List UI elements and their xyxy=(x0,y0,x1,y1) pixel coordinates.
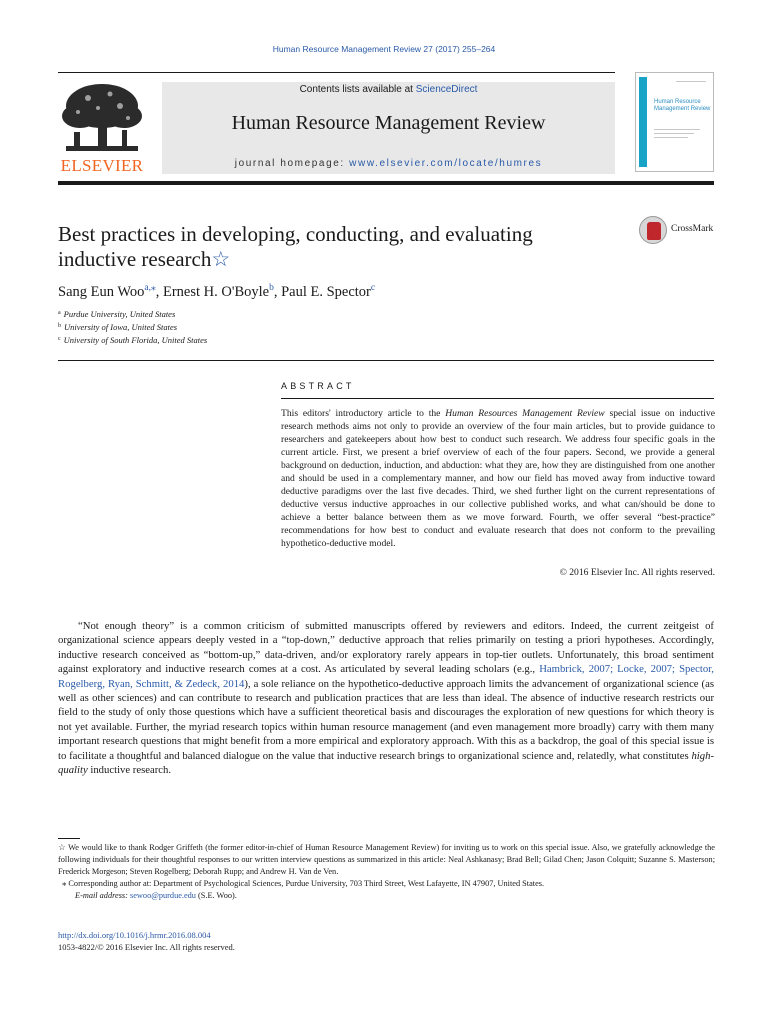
journal-header-box xyxy=(162,82,615,174)
cover-rule xyxy=(654,137,688,138)
author-name[interactable]: Sang Eun Woo xyxy=(58,283,145,300)
author-affiliation-marker[interactable]: c xyxy=(370,283,376,293)
affiliation-list xyxy=(58,307,458,346)
citation-links[interactable]: Hambrick, 2007; Locke, 2007; Spector, Rogelberg, Ryan, Schmitt, & Zedeck, 2014 xyxy=(58,663,714,690)
acknowledgement-footnote xyxy=(58,842,715,878)
elsevier-tree-icon xyxy=(58,80,146,156)
crossmark-icon xyxy=(639,216,667,244)
footnote-text: Corresponding author at: Department of Psychological Sciences, Purdue University, 703 Third Street, West Lafayette, IN 47907, United States. xyxy=(68,879,545,888)
journal-homepage-line xyxy=(162,158,615,169)
email-suffix: (S.E. Woo). xyxy=(198,891,237,900)
email-footnote xyxy=(75,890,715,902)
title-footnote-star[interactable]: ☆ xyxy=(211,247,231,271)
journal-citation[interactable]: Human Resource Management Review 27 (2017) 255–264 xyxy=(272,44,496,54)
cover-rule xyxy=(654,129,700,130)
affiliation-item xyxy=(58,307,458,320)
affiliation-text: Purdue University, United States xyxy=(63,309,176,319)
body-text-part: “Not enough theory” is a common criticism of submitted manuscripts offered by reviewers and editors. Indeed, the current zeitgeist of organizational science appears deeply vested in a “top-down,” deductive approach that relies primarily on testing a priori hypotheses. Accordingly, inductive research conceived as “bottom-up,” data-driven, and/or exploratory rarely appears in top-tier outlets. Unfortunately, this broad sentiment against exploratory and inductive research comes at a cost. As articulated by several leading scholars (e.g., xyxy=(58,620,714,676)
author-affiliation-marker[interactable]: a,⁎ xyxy=(144,283,156,293)
doi-link[interactable]: http://dx.doi.org/10.1016/j.hrmr.2016.08.004 xyxy=(58,930,211,940)
abstract-text-part: This editors' introductory article to the xyxy=(281,408,446,419)
cover-rule xyxy=(676,81,706,82)
abstract-text-part: special issue on inductive research methods aims not only to provide an overview of the four main articles, but to provide guidance to researchers and gatekeepers about how best to conduct such research. We address four specific goals in the current article. First, we present a brief overview of each of the four papers. Second, we provide a general background on deduction, induction, and abduction: what they are, how they are distinguished from one another and should be used in a complementary manner, and how our field has moved away from inductive toward deductive paradigms over the last five decades. Third, we shed further light on the current representations of deductive versus inductive approaches in our collective published works, and what can/should be done to achieve a better balance between them as we move forward. Fourth, we offer several “best-practice” recommendations for how best to conduct and evaluate research that does not conform to the prevailing hypothetico-deductive model. xyxy=(281,408,715,549)
affiliation-text: University of Iowa, United States xyxy=(64,322,178,332)
abstract-rule xyxy=(281,398,714,399)
footnote-star-mark: ☆ xyxy=(58,843,66,852)
email-label: E-mail address: xyxy=(75,891,128,900)
article-title-text: Best practices in developing, conducting, and evaluating inductive research xyxy=(58,222,533,271)
email-link[interactable]: sewoo@purdue.edu xyxy=(130,891,196,900)
author-name[interactable]: Paul E. Spector xyxy=(281,283,371,300)
issn-line: 1053-4822/© 2016 Elsevier Inc. All rights reserved. xyxy=(58,942,235,952)
affiliation-item xyxy=(58,320,458,333)
header-bottom-rule xyxy=(58,181,714,185)
contents-available-line xyxy=(162,84,615,95)
footnote-rule xyxy=(58,838,80,839)
author-affiliation-marker[interactable]: b xyxy=(269,283,274,293)
affiliation-marker: a xyxy=(58,310,61,316)
body-italic-text: high-quality xyxy=(58,749,714,777)
elsevier-wordmark: ELSEVIER xyxy=(60,156,144,175)
author-separator: , xyxy=(273,283,282,300)
bookmark-icon xyxy=(647,222,661,240)
abstract-copyright: © 2016 Elsevier Inc. All rights reserved. xyxy=(559,567,715,578)
affiliation-marker: b xyxy=(58,323,61,329)
body-text-part: inductive research. xyxy=(87,764,172,777)
author-list xyxy=(58,282,658,301)
journal-cover-thumbnail[interactable] xyxy=(635,72,714,172)
cover-rule xyxy=(654,133,694,134)
footnote-asterisk-mark: ⁎ xyxy=(62,879,67,888)
section-rule xyxy=(58,360,714,361)
journal-title: Human Resource Management Review xyxy=(231,112,546,134)
crossmark-label: CrossMark xyxy=(671,224,714,234)
corresponding-author-footnote xyxy=(58,878,715,890)
contents-prefix: Contents lists available at xyxy=(299,84,416,95)
elsevier-logo[interactable] xyxy=(58,80,146,176)
affiliation-marker: c xyxy=(58,336,61,342)
homepage-prefix: journal homepage: xyxy=(234,158,350,169)
intro-paragraph xyxy=(58,619,714,777)
abstract-journal-name: Human Resources Management Review xyxy=(445,408,605,419)
cover-journal-title: Human Resource Management Review xyxy=(654,99,711,112)
journal-homepage-link[interactable]: www.elsevier.com/locate/humres xyxy=(349,158,543,169)
sciencedirect-link[interactable]: ScienceDirect xyxy=(415,84,478,95)
author-separator: , xyxy=(155,283,163,300)
abstract-text xyxy=(281,407,715,550)
affiliation-text: University of South Florida, United States xyxy=(63,335,208,345)
article-title xyxy=(58,222,598,272)
cover-color-strip xyxy=(639,77,647,167)
author-name[interactable]: Ernest H. O'Boyle xyxy=(162,283,270,300)
crossmark-badge[interactable] xyxy=(639,216,719,246)
footnote-text: We would like to thank Rodger Griffeth (the former editor-in-chief of Human Resource Management Review) for inviting us to work on this special issue. Also, we gratefully acknowledge the following individuals for their thoughtful responses to our written interview questions as summarized in this article: Neal Ashkanasy; Brad Bell; Gilad Chen; Jason Colquitt; Suzanne S. Masterson; Frederick Morgeson; Steven Rogelberg; Deborah Rupp; and Andrew H. Van de Ven. xyxy=(58,843,715,876)
body-text-part: ), a sole reliance on the hypothetico-deductive approach limits the advancement of organizational science (as well as other sciences) and can contribute to research and publication practices that are less than ideal. The absence of inductive research restricts our field to the study of only those questions which have a sufficient theoretical basis and discourages the exploration of new questions for which theory is not yet available. Further, the myriad research topics within human resource management (and even management more broadly) carry with them many important research questions that might benefit from a more empirical and exploratory approach. With this as a backdrop, the goal of this special issue is to facilitate a thoughtful and balanced dialogue on the value that inductive research brings to organizational science and, relatedly, what constitutes xyxy=(58,677,714,762)
header-top-rule xyxy=(58,72,615,73)
abstract-heading: ABSTRACT xyxy=(281,381,355,391)
affiliation-item xyxy=(58,333,458,346)
